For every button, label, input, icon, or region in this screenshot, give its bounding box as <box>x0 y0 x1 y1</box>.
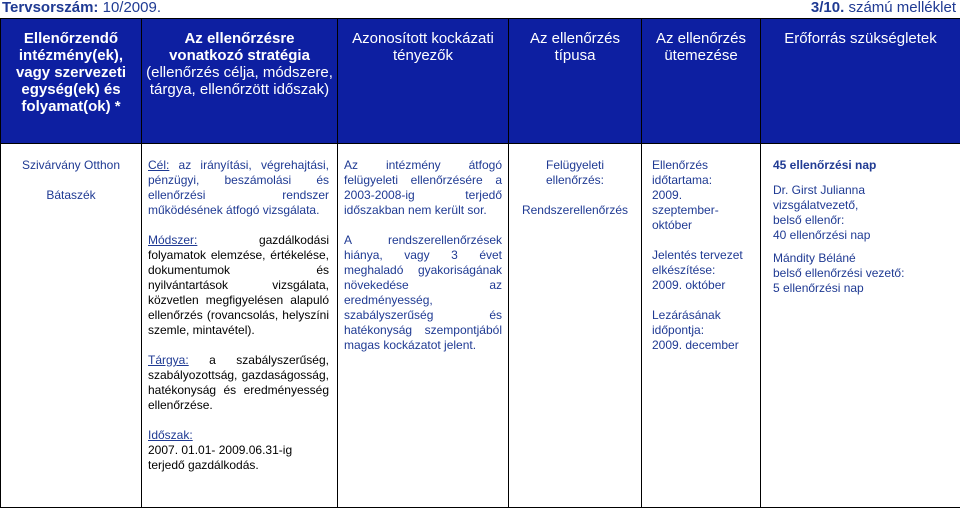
cell-org <box>1 144 142 508</box>
appendix-number: 3/10. <box>810 0 845 16</box>
total-days: 45 ellenőrzési nap <box>773 158 877 172</box>
appendix-label <box>811 0 956 16</box>
strategy-goal: Cél: az irányítási, végrehajtási, pénzügyi, beszámolási és ellenőrzési rendszer működésének átfogó vizsgálata. <box>148 158 329 217</box>
cell-resources: 45 ellenőrzési nap Dr. Girst Julianna vizsgálatvezető, belső ellenőr: 40 ellenőrzési nap Mándity Béláné belső ellenőrzési vezető: 5 ellenőrzési nap <box>761 144 960 508</box>
strategy-period-desc: terjedő gazdálkodás. <box>148 458 259 472</box>
cell-risks <box>338 144 509 508</box>
cell-strategy <box>142 144 338 508</box>
strategy-subject: Tárgya: a szabályszerűség, szabályozottság, gazdaságosság, hatékonyság és eredményesség ellenőrzése. <box>148 353 329 412</box>
header-strategy: Az ellenőrzésre vonatkozó stratégia (ellenőrzés célja, módszere, tárgya, ellenőrzött időszak) <box>142 19 338 144</box>
org-name: Szivárvány Otthon <box>21 158 121 172</box>
cell-type: Felügyeleti ellenőrzés: Rendszerellenőrzés <box>509 144 642 508</box>
audit-type: Rendszerellenőrzés <box>521 203 629 217</box>
header-org: Ellenőrzendő intézmény(ek), vagy szervezeti egység(ek) és folyamat(ok) * <box>1 19 142 144</box>
risk-2: A rendszerellenőrzések hiánya, vagy 3 évet meghaladó gyakoriságának növekedése az eredményesség, szabályszerűség és hatékonyság szempontjából magas kockázatot jelent. <box>344 233 502 352</box>
header-type: Az ellenőrzés típusa <box>509 19 642 144</box>
header-risks: Azonosított kockázati tényezők <box>338 19 509 144</box>
risk-1: Az intézmény átfogó felügyeleti ellenőrzésére a 2003-2008-ig terjedő időszakban nem került sor. <box>344 158 502 217</box>
page-header <box>0 0 960 16</box>
header-schedule: Az ellenőrzés ütemezése <box>642 19 761 144</box>
appendix-text: számú melléklet <box>848 0 956 16</box>
plan-number-value: 10/2009. <box>102 0 161 16</box>
org-city: Bátaszék <box>46 188 96 202</box>
strategy-period: Időszak: <box>148 428 193 442</box>
table-row <box>1 144 960 508</box>
strategy-period-range: 2007. 01.01- 2009.06.31-ig <box>148 443 293 457</box>
audit-plan-table <box>0 18 960 508</box>
cell-schedule: Ellenőrzés időtartama: 2009. szeptember- október Jelentés tervezet elkészítése: 2009. október Lezárásának időpontja: 2009. december <box>642 144 761 508</box>
header-resources: Erőforrás szükségletek <box>761 19 960 144</box>
strategy-method: Módszer: gazdálkodási folyamatok elemzése, értékelése, dokumentumok és nyilvántartások vizsgálata, közvetlen megfigyelésen alapuló ellenőrzés (rovancsolás, helyszíni szemle, mintavétel). <box>148 233 329 337</box>
header-row <box>1 19 960 144</box>
plan-number <box>2 0 161 16</box>
plan-number-label: Tervsorszám: <box>2 0 99 16</box>
